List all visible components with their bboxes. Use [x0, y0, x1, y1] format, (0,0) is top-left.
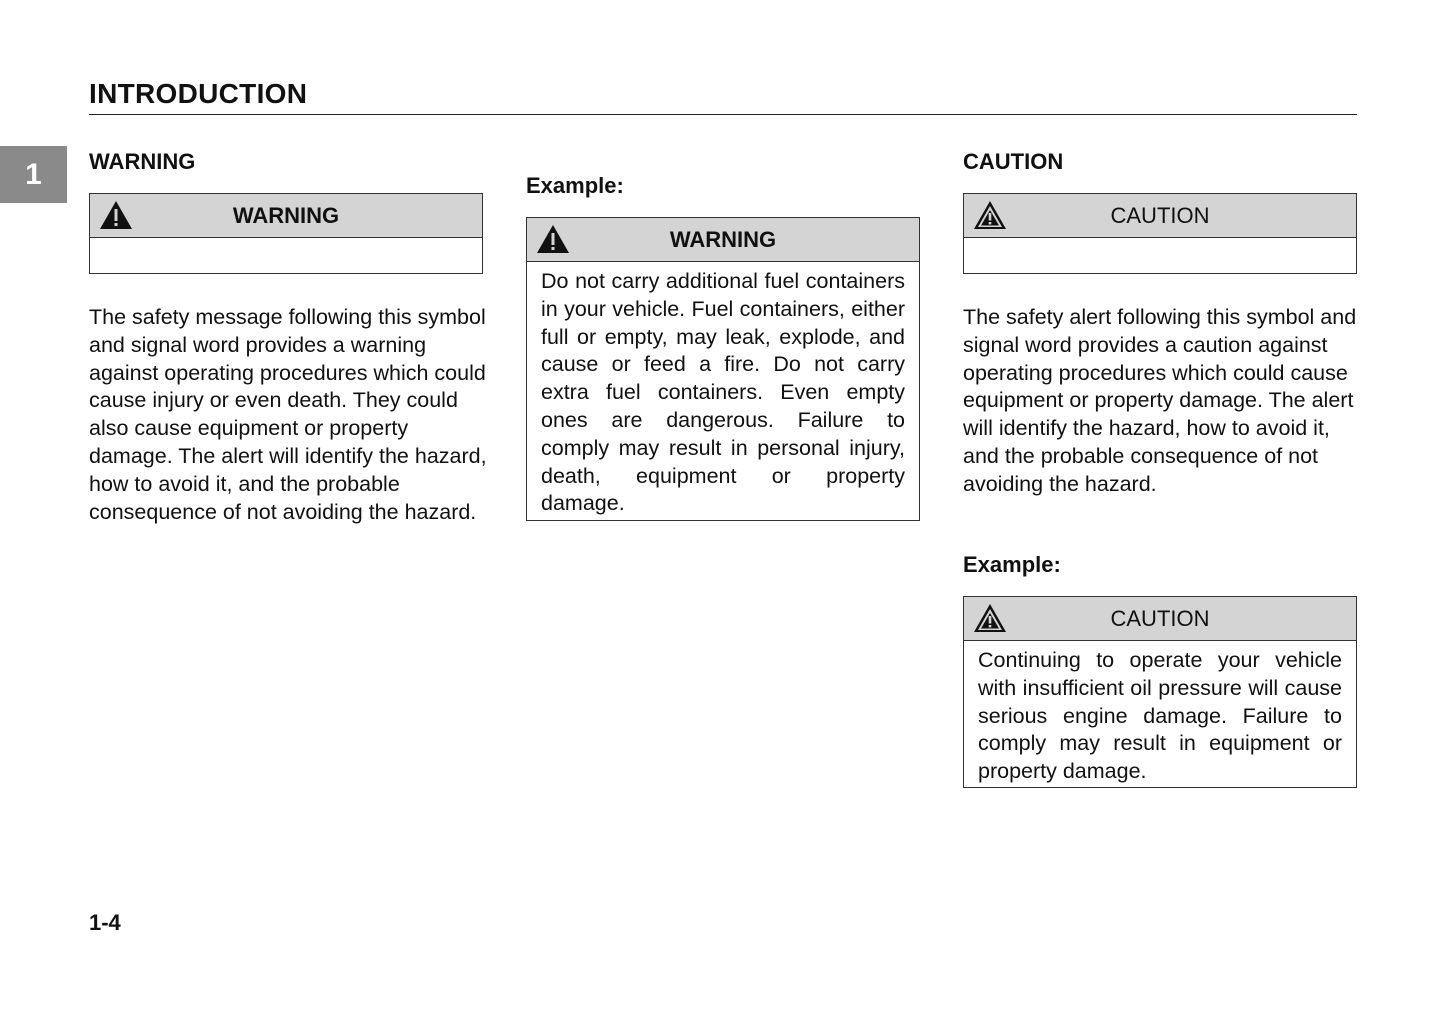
warning-example-box [526, 217, 920, 521]
warning-signal-box [89, 193, 483, 274]
caution-example-box [963, 596, 1357, 788]
caution-example-heading: Example: [963, 552, 1061, 577]
caution-example-text: Continuing to operate your vehicle with insufficient oil pressure will cause serious engine damage. Failure to comply may result in equipment or property damage. [978, 648, 1342, 784]
caution-signal-label: CAUTION [1110, 202, 1210, 228]
warning-example-heading: Example: [526, 173, 624, 198]
warning-example-label: WARNING [669, 226, 777, 252]
warning-section-heading: WARNING [89, 149, 196, 174]
header-divider [89, 114, 1357, 115]
caution-description: The safety alert following this symbol and signal word provides a caution against operating procedures which could cause equipment or property damage. The alert will identify the hazard, how to avoid it, and the probable consequence of not avoiding the hazard. [963, 305, 1357, 496]
caution-triangle-icon [973, 200, 1007, 230]
warning-example-header [527, 218, 919, 262]
caution-triangle-icon [973, 603, 1007, 633]
caution-signal-box [963, 193, 1357, 274]
warning-signal-label: WARNING [232, 202, 340, 228]
caution-signal-header [964, 194, 1356, 238]
caution-section-heading: CAUTION [963, 149, 1064, 174]
page-number: 1-4 [89, 910, 121, 935]
warning-triangle-icon [99, 200, 133, 230]
warning-signal-header [90, 194, 482, 238]
chapter-tab: 1 [0, 146, 67, 203]
warning-triangle-icon [536, 224, 570, 254]
warning-example-text: Do not carry additional fuel containers in your vehicle. Fuel containers, either full or empty, may leak, explode, and cause or feed a fire. Do not carry extra fuel containers. Even empty ones are dangerous. Failure to comply may result in personal injury, death, equipment or property damage. [541, 269, 905, 516]
caution-example-label: CAUTION [1110, 605, 1210, 631]
caution-example-header [964, 597, 1356, 641]
page-title: INTRODUCTION [89, 78, 308, 109]
warning-description: The safety message following this symbol and signal word provides a warning against operating procedures which could cause injury or even death. They could also cause equipment or property damage. The alert will identify the hazard, how to avoid it, and the probable consequence of not avoiding the hazard. [89, 305, 487, 524]
